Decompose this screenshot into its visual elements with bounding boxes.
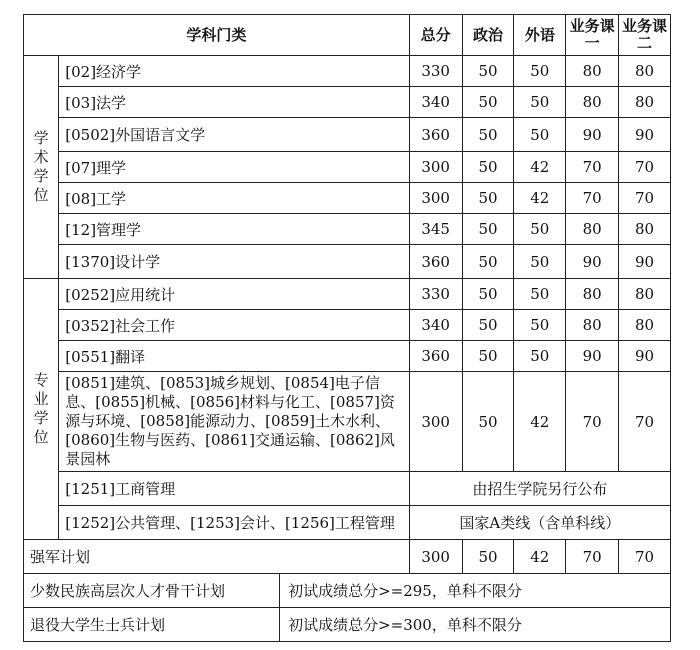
cell-course1: 80 xyxy=(566,56,619,87)
cell-course1: 80 xyxy=(566,279,619,310)
cell-course2: 80 xyxy=(619,87,671,118)
cell-course2: 90 xyxy=(619,341,671,372)
cell-course1: 70 xyxy=(566,540,619,574)
cell-total: 360 xyxy=(409,341,462,372)
cell-language: 42 xyxy=(514,183,566,214)
cell-total: 330 xyxy=(409,56,462,87)
cell-total: 340 xyxy=(409,87,462,118)
cell-total: 300 xyxy=(409,540,462,574)
cell-course2: 80 xyxy=(619,56,671,87)
cell-course1: 70 xyxy=(566,372,619,472)
cell-course2: 80 xyxy=(619,214,671,245)
table-row xyxy=(24,214,671,245)
table-row xyxy=(24,183,671,214)
cell-politics: 50 xyxy=(462,214,514,245)
cell-total: 300 xyxy=(409,152,462,183)
row-name: [0352]社会工作 xyxy=(59,310,409,341)
cell-language: 42 xyxy=(514,372,566,472)
cell-language: 50 xyxy=(514,118,566,152)
row-name: [07]理学 xyxy=(59,152,409,183)
group-professional: 专 业 学 位 xyxy=(24,279,59,540)
row-name: [03]法学 xyxy=(59,87,409,118)
cell-course1: 80 xyxy=(566,214,619,245)
cell-politics: 50 xyxy=(462,152,514,183)
cell-language: 50 xyxy=(514,214,566,245)
cell-course1: 80 xyxy=(566,310,619,341)
cell-total: 360 xyxy=(409,118,462,152)
cell-course2: 70 xyxy=(619,372,671,472)
table-row xyxy=(24,310,671,341)
cell-language: 50 xyxy=(514,87,566,118)
cell-language: 50 xyxy=(514,56,566,87)
cell-course1: 70 xyxy=(566,152,619,183)
score-table xyxy=(23,14,671,642)
table-row xyxy=(24,540,671,574)
row-name: [0551]翻译 xyxy=(59,341,409,372)
table-row xyxy=(24,56,671,87)
cell-language: 50 xyxy=(514,341,566,372)
cell-course2: 70 xyxy=(619,183,671,214)
score-table-container xyxy=(23,14,671,642)
row-name: [02]经济学 xyxy=(59,56,409,87)
cell-course2: 70 xyxy=(619,152,671,183)
row-name: [12]管理学 xyxy=(59,214,409,245)
cell-course1: 90 xyxy=(566,118,619,152)
cell-politics: 50 xyxy=(462,245,514,279)
cell-language: 50 xyxy=(514,310,566,341)
row-name: 少数民族高层次人才骨干计划 xyxy=(24,574,280,608)
row-note: 初试成绩总分>=295，单科不限分 xyxy=(280,574,671,608)
table-row xyxy=(24,341,671,372)
cell-politics: 50 xyxy=(462,341,514,372)
row-name: [1251]工商管理 xyxy=(59,472,409,506)
group-academic: 学 术 学 位 xyxy=(24,56,59,279)
table-row xyxy=(24,608,671,642)
cell-total: 340 xyxy=(409,310,462,341)
cell-total: 300 xyxy=(409,183,462,214)
cell-course1: 90 xyxy=(566,245,619,279)
cell-politics: 50 xyxy=(462,183,514,214)
row-name: [0252]应用统计 xyxy=(59,279,409,310)
cell-course2: 70 xyxy=(619,540,671,574)
row-note: 由招生学院另行公布 xyxy=(409,472,670,506)
row-note: 国家A类线（含单科线） xyxy=(409,506,670,540)
cell-politics: 50 xyxy=(462,540,514,574)
table-row xyxy=(24,574,671,608)
table-row xyxy=(24,372,671,472)
cell-language: 42 xyxy=(514,540,566,574)
header-course1: 业务课一 xyxy=(566,15,619,56)
header-total: 总分 xyxy=(409,15,462,56)
cell-politics: 50 xyxy=(462,118,514,152)
cell-course1: 90 xyxy=(566,341,619,372)
table-row xyxy=(24,118,671,152)
cell-language: 42 xyxy=(514,152,566,183)
row-name: [1370]设计学 xyxy=(59,245,409,279)
header-category: 学科门类 xyxy=(24,15,410,56)
table-row xyxy=(24,245,671,279)
cell-course1: 80 xyxy=(566,87,619,118)
cell-total: 300 xyxy=(409,372,462,472)
row-name: 强军计划 xyxy=(24,540,410,574)
cell-course1: 70 xyxy=(566,183,619,214)
cell-politics: 50 xyxy=(462,56,514,87)
header-politics: 政治 xyxy=(462,15,514,56)
cell-politics: 50 xyxy=(462,310,514,341)
cell-politics: 50 xyxy=(462,372,514,472)
table-row xyxy=(24,87,671,118)
cell-course2: 90 xyxy=(619,245,671,279)
header-language: 外语 xyxy=(514,15,566,56)
row-name: [0502]外国语言文学 xyxy=(59,118,409,152)
cell-course2: 90 xyxy=(619,118,671,152)
row-name: [08]工学 xyxy=(59,183,409,214)
row-name: [0851]建筑、[0853]城乡规划、[0854]电子信息、[0855]机械、[0856]材料与化工、[0857]资源与环境、[0858]能源动力、[0859]土木水利、[0860]生物与医药、[0861]交通运输、[0862]风景园林 xyxy=(59,372,409,472)
table-row xyxy=(24,506,671,540)
cell-total: 360 xyxy=(409,245,462,279)
cell-language: 50 xyxy=(514,279,566,310)
table-row xyxy=(24,152,671,183)
row-name: 退役大学生士兵计划 xyxy=(24,608,280,642)
cell-politics: 50 xyxy=(462,279,514,310)
row-note: 初试成绩总分>=300，单科不限分 xyxy=(280,608,671,642)
cell-language: 50 xyxy=(514,245,566,279)
header-course2: 业务课二 xyxy=(619,15,671,56)
table-row xyxy=(24,279,671,310)
cell-politics: 50 xyxy=(462,87,514,118)
cell-total: 330 xyxy=(409,279,462,310)
table-row xyxy=(24,472,671,506)
cell-course2: 80 xyxy=(619,279,671,310)
row-name: [1252]公共管理、[1253]会计、[1256]工程管理 xyxy=(59,506,409,540)
cell-total: 345 xyxy=(409,214,462,245)
cell-course2: 80 xyxy=(619,310,671,341)
table-header-row xyxy=(24,15,671,56)
